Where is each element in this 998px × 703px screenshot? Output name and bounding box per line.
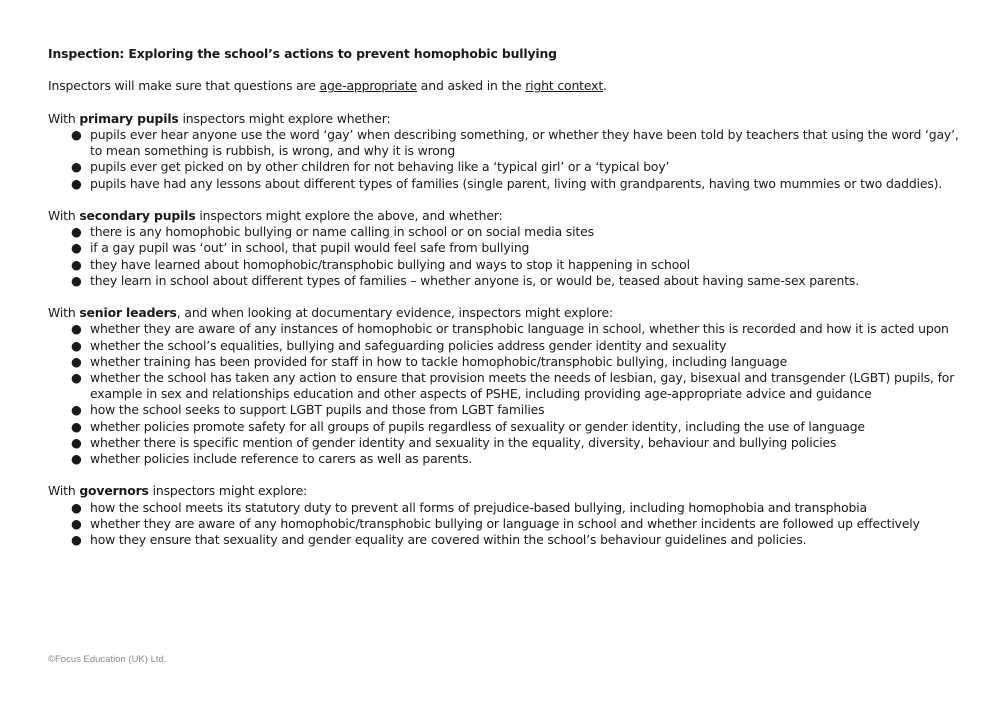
list-item <box>48 321 968 337</box>
list-item-text: how the school meets its statutory duty to prevent all forms of prejudice-based bullying, including homophobia and transphobia <box>90 499 867 515</box>
section-audience: senior leaders <box>79 305 177 321</box>
section-audience: secondary pupils <box>79 207 196 223</box>
bullet-list <box>48 127 968 192</box>
section-heading-pre: With <box>48 110 80 126</box>
bullet-list <box>48 321 968 467</box>
intro-paragraph <box>48 78 968 94</box>
list-item <box>48 419 968 435</box>
list-item <box>48 159 968 175</box>
list-item <box>48 127 968 159</box>
bullet-icon: ● <box>71 256 82 272</box>
list-item-text: there is any homophobic bullying or name calling in school or on social media sites <box>90 224 594 240</box>
section-audience: primary pupils <box>79 110 179 126</box>
list-item-text: how the school seeks to support LGBT pupils and those from LGBT families <box>90 402 545 418</box>
list-item <box>48 532 968 548</box>
list-item-text: whether there is specific mention of gender identity and sexuality in the equality, diversity, behaviour and bullying policies <box>90 434 837 450</box>
bullet-icon: ● <box>71 532 82 548</box>
list-item <box>48 257 968 273</box>
section-heading-post: , and when looking at documentary evidence, inspectors might explore: <box>176 305 614 321</box>
section-secondary-pupils <box>48 208 968 289</box>
list-item-text: whether they are aware of any homophobic/transphobic bullying or language in school and whether incidents are followed up effectively <box>90 515 920 531</box>
section-heading-post: inspectors might explore: <box>148 483 308 499</box>
section-heading <box>48 208 968 224</box>
bullet-icon: ● <box>71 370 82 385</box>
bullet-list <box>48 224 968 289</box>
list-item-text: if a gay pupil was ‘out’ in school, that pupil would feel safe from bullying <box>90 240 530 256</box>
section-heading <box>48 305 968 321</box>
document-title: Inspection: Exploring the school’s actions to prevent homophobic bullying <box>48 46 557 61</box>
list-item <box>48 402 968 418</box>
intro-text-mid: and asked in the <box>417 78 526 94</box>
bullet-icon: ● <box>71 224 82 240</box>
intro-text-pre: Inspectors will make sure that questions are <box>48 78 320 94</box>
bullet-icon: ● <box>71 451 82 467</box>
bullet-icon: ● <box>71 434 82 450</box>
bullet-list <box>48 500 968 549</box>
list-item <box>48 354 968 370</box>
bullet-icon: ● <box>71 321 82 337</box>
section-heading <box>48 111 968 127</box>
spacer <box>48 192 968 208</box>
section-audience: governors <box>79 483 149 499</box>
bullet-icon: ● <box>71 402 82 418</box>
list-item <box>48 451 968 467</box>
list-item-text: whether they are aware of any instances of homophobic or transphobic language in school, whether this is recorded and how it is acted upon <box>90 321 949 337</box>
bullet-icon: ● <box>71 499 82 515</box>
bullet-icon: ● <box>71 159 82 175</box>
section-heading-pre: With <box>48 207 80 223</box>
list-item <box>48 516 968 532</box>
section-governors <box>48 483 968 548</box>
document-body <box>48 46 968 548</box>
list-item <box>48 273 968 289</box>
list-item-text: pupils have had any lessons about different types of families (single parent, living with grandparents, having two mummies or two daddies). <box>90 175 943 191</box>
section-heading-post: inspectors might explore the above, and whether: <box>195 207 503 223</box>
section-heading-post: inspectors might explore whether: <box>178 110 391 126</box>
bullet-icon: ● <box>71 337 82 353</box>
section-heading-pre: With <box>48 483 80 499</box>
age-appropriate-underlined: age-appropriate <box>319 78 418 94</box>
list-item <box>48 370 968 402</box>
list-item-text: whether the school’s equalities, bullying and safeguarding policies address gender identity and sexuality <box>90 337 727 353</box>
list-item <box>48 224 968 240</box>
list-item-text: they learn in school about different types of families – whether anyone is, or would be, teased about having same-sex parents. <box>90 272 860 288</box>
intro-text-post: . <box>603 78 607 94</box>
section-primary-pupils <box>48 111 968 192</box>
bullet-icon: ● <box>71 272 82 288</box>
list-item-text: pupils ever get picked on by other children for not behaving like a ‘typical girl’ or a ‘typical boy’ <box>90 159 670 175</box>
list-item <box>48 500 968 516</box>
list-item <box>48 435 968 451</box>
section-heading-pre: With <box>48 305 80 321</box>
bullet-icon: ● <box>71 240 82 256</box>
spacer <box>48 95 968 111</box>
list-item-text: whether the school has taken any action to ensure that provision meets the needs of lesbian, gay, bisexual and transgender (LGBT) pupils, for example in sex and relationships education and other aspects of PSHE, including providing age-appropriate advice and guidance <box>90 370 955 402</box>
bullet-icon: ● <box>71 418 82 434</box>
section-heading <box>48 483 968 499</box>
bullet-icon: ● <box>71 175 82 191</box>
list-item-text: they have learned about homophobic/transphobic bullying and ways to stop it happening in school <box>90 256 690 272</box>
list-item-text: whether policies include reference to carers as well as parents. <box>90 451 473 467</box>
bullet-icon: ● <box>71 126 82 142</box>
right-context-underlined: right context <box>525 78 604 94</box>
spacer <box>48 289 968 305</box>
list-item <box>48 338 968 354</box>
list-item <box>48 240 968 256</box>
bullet-icon: ● <box>71 353 82 369</box>
copyright-footer: ©Focus Education (UK) Ltd. <box>48 654 167 665</box>
list-item-text: how they ensure that sexuality and gender equality are covered within the school’s behaviour guidelines and policies. <box>90 532 807 548</box>
bullet-icon: ● <box>71 515 82 531</box>
list-item-text: pupils ever hear anyone use the word ‘gay’ when describing something, or whether they have been told by teachers that using the word ‘gay’, to mean something is rubbish, is wrong, and why it is wrong <box>90 126 959 159</box>
list-item-text: whether policies promote safety for all groups of pupils regardless of sexuality or gender identity, including the use of language <box>90 418 865 434</box>
list-item <box>48 176 968 192</box>
section-senior-leaders <box>48 305 968 467</box>
spacer <box>48 62 968 78</box>
spacer <box>48 467 968 483</box>
list-item-text: whether training has been provided for staff in how to tackle homophobic/transphobic bullying, including language <box>90 353 788 369</box>
